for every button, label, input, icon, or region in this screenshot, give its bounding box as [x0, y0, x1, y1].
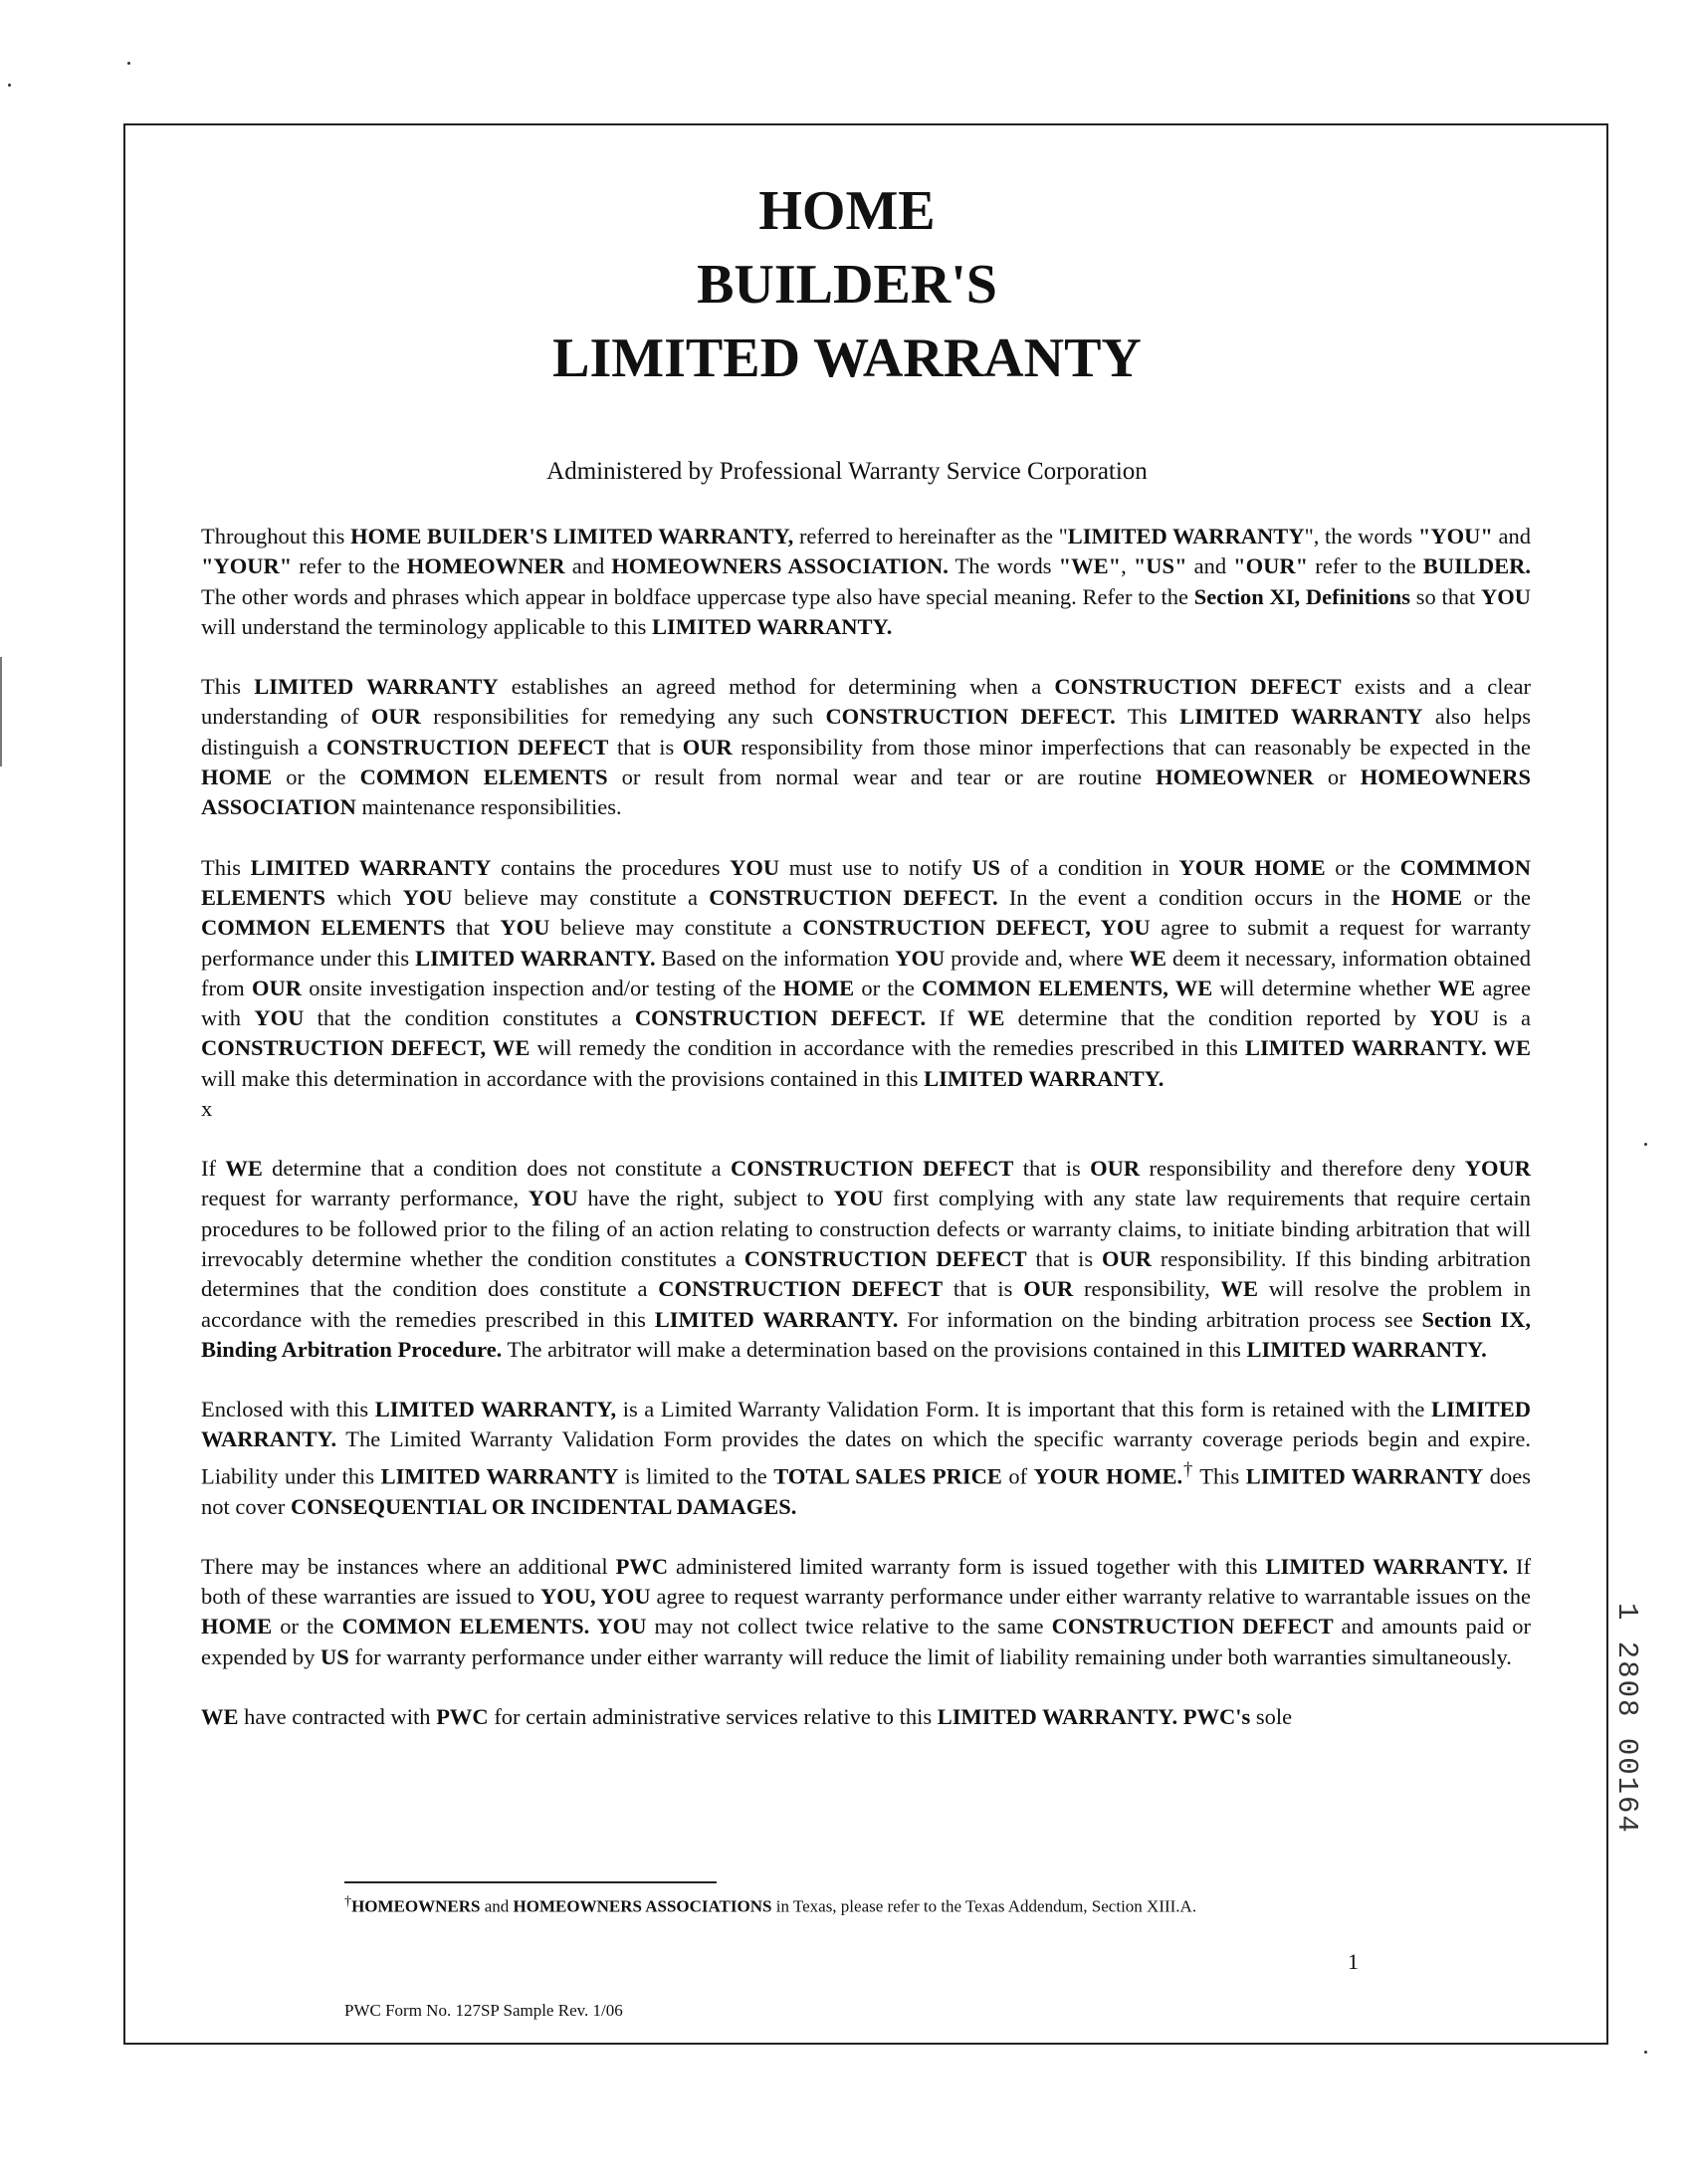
text-run: will understand the terminology applicable to this: [201, 613, 653, 639]
bold-term: YOU: [730, 854, 780, 880]
text-run: If both of these warranties are issued to: [201, 1553, 1531, 1610]
scan-edge-mark: [0, 657, 2, 766]
bold-term: CONSTRUCTION DEFECT: [325, 734, 609, 760]
footnote-reference: †: [1182, 1458, 1194, 1480]
text-run: referred to hereinafter as the ": [793, 524, 1068, 548]
bold-term: HOME BUILDER'S LIMITED WARRANTY,: [350, 524, 794, 548]
scan-speck: [1644, 2051, 1647, 2054]
bold-term: HOMEOWNER: [1156, 764, 1314, 790]
page-number: 1: [1348, 1949, 1359, 1974]
text-run: or: [1313, 764, 1361, 790]
bold-term: OUR: [251, 975, 302, 1000]
text-run: This: [1115, 704, 1180, 730]
text-run: The words: [948, 553, 1059, 579]
bold-term: LIMITED WARRANTY.: [924, 1065, 1165, 1091]
text-run: In the event a condition occurs in the: [997, 884, 1391, 910]
bold-term: YOUR HOME: [1178, 854, 1326, 880]
text-run: for certain administrative services relative to this: [488, 1704, 938, 1729]
bold-term: CONSEQUENTIAL OR INCIDENTAL DAMAGES.: [290, 1493, 797, 1519]
text-run: or the: [272, 1614, 342, 1639]
text-run: believe may constitute a: [452, 884, 710, 910]
text-run: refer to the: [292, 553, 407, 579]
text-run: provide and, where: [945, 945, 1130, 971]
text-run: If: [201, 1156, 226, 1182]
bold-term: CONSTRUCTION DEFECT.: [709, 884, 998, 910]
bold-term: WE: [1437, 975, 1476, 1000]
bold-term: CONSTRUCTION DEFECT: [731, 1156, 1014, 1182]
text-run: determine that a condition does not constitute a: [262, 1156, 731, 1182]
bold-term: YOU: [500, 915, 550, 941]
bold-term: LIMITED WARRANTY.: [201, 1397, 1531, 1452]
scan-speck: [127, 62, 130, 65]
paragraph-additional-warranty: [201, 1552, 1531, 1672]
text-run: have contracted with: [238, 1704, 437, 1729]
text-run: will resolve the problem in accordance with the remedies prescribed in this: [201, 1276, 1531, 1332]
bold-term: YOU: [1429, 1005, 1480, 1031]
form-number: PWC Form No. 127SP Sample Rev. 1/06: [344, 2001, 623, 2020]
bold-term: LIMITED WARRANTY.: [652, 613, 893, 639]
bold-term: HOME: [201, 1614, 273, 1639]
text-run: contains the procedures: [491, 854, 731, 880]
text-run: If: [926, 1005, 967, 1031]
bold-term: "YOUR": [201, 553, 293, 579]
text-run: for warranty performance under either warranty will reduce the limit of liability remaining under both warranties simultaneously.: [348, 1643, 1512, 1669]
text-run: responsibilities for remedying any such: [420, 704, 826, 730]
text-run: or the: [1325, 854, 1400, 880]
text-run: ", the words: [1304, 524, 1418, 548]
bold-term: "WE": [1058, 553, 1122, 579]
text-run: sole: [1250, 1704, 1293, 1729]
bold-term: COMMMON ELEMENTS: [201, 854, 1531, 910]
text-run: that the condition constitutes a: [304, 1005, 635, 1031]
text-run: determine that the condition reported by: [1004, 1005, 1430, 1031]
text-run: that is: [1026, 1245, 1102, 1271]
text-run: of a condition in: [1000, 854, 1179, 880]
text-run: also helps distinguish a: [201, 704, 1531, 760]
bold-term: WE: [1220, 1276, 1259, 1302]
bold-term: LIMITED WARRANTY.: [654, 1306, 899, 1332]
bold-term: LIMITED WARRANTY: [1179, 704, 1423, 730]
paragraph-purpose: [201, 672, 1531, 822]
bold-term: CONSTRUCTION DEFECT.: [825, 704, 1116, 730]
text-run: agree with: [201, 975, 1532, 1031]
document-subtitle: Administered by Professional Warranty Service Corporation: [546, 458, 1148, 485]
scan-speck: [1644, 1143, 1647, 1146]
bold-term: COMMON ELEMENTS: [359, 764, 608, 790]
text-run: that is: [608, 734, 683, 760]
text-run: will make this determination in accordance with the provisions contained in this: [201, 1065, 925, 1091]
bold-term: LIMITED WARRANTY. WE: [1244, 1035, 1531, 1061]
text-run: or result from normal wear and tear or are routine: [607, 764, 1157, 790]
bold-term: OUR: [682, 734, 733, 760]
text-run: This: [201, 854, 251, 880]
bold-term: HOME: [782, 975, 855, 1000]
bold-term: YOU: [528, 1186, 578, 1211]
scan-speck: [8, 84, 11, 87]
bold-term: CONSTRUCTION DEFECT, WE: [201, 1035, 530, 1061]
text-run: first complying with any state law requirements that require certain procedures to be followed prior to the filing of an action relating to construction defects or warranty claims, to initiate binding arbitration that will irrevocably determine whether the condition constitutes a: [201, 1186, 1531, 1271]
text-run: This: [201, 674, 255, 700]
footnote: [344, 1889, 1360, 1919]
text-run: does not cover: [201, 1463, 1531, 1519]
paragraph-procedures: [201, 853, 1531, 1094]
text-run: There may be instances where an additional: [201, 1553, 616, 1579]
bold-term: OUR: [1023, 1276, 1074, 1302]
bold-term: "OUR": [1233, 553, 1309, 579]
bold-term: PWC's: [1182, 1704, 1251, 1729]
text-run: refer to the: [1308, 553, 1423, 579]
bold-term: "US": [1133, 553, 1187, 579]
text-run: ,: [1121, 553, 1134, 579]
text-run: is a: [1479, 1005, 1531, 1031]
bold-term: CONSTRUCTION DEFECT: [743, 1245, 1027, 1271]
bold-term: TOTAL SALES PRICE: [773, 1463, 1002, 1489]
text-run: This: [1193, 1463, 1246, 1489]
text-run: must use to notify: [779, 854, 972, 880]
text-run: that is: [943, 1276, 1024, 1302]
bold-term: HOMEOWNERS ASSOCIATION: [201, 764, 1531, 820]
bold-term: Section IX, Binding Arbitration Procedure.: [201, 1306, 1531, 1362]
bold-term: YOUR: [1464, 1156, 1531, 1182]
bold-term: LIMITED WARRANTY,: [374, 1397, 617, 1422]
bold-term: LIMITED WARRANTY.: [1246, 1336, 1487, 1362]
text-run: or the: [1462, 884, 1531, 910]
bates-stamp: 1 2808 00164: [1610, 1603, 1643, 1835]
text-run: is a Limited Warranty Validation Form. It is important that this form is retained with the: [616, 1397, 1431, 1422]
text-run: that is: [1013, 1156, 1091, 1182]
text-run: onsite investigation inspection and/or testing of the: [301, 975, 783, 1000]
text-run: will remedy the condition in accordance with the remedies prescribed in this: [529, 1035, 1245, 1061]
text-run: believe may constitute a: [549, 915, 803, 941]
bold-term: HOMEOWNERS ASSOCIATION.: [611, 553, 949, 579]
text-run: agree to submit a request for warranty performance under this: [201, 915, 1532, 971]
footnote-text-2: in Texas, please refer to the Texas Addendum, Section XIII.A.: [771, 1896, 1197, 1916]
bold-term: WE: [966, 1005, 1005, 1031]
bold-term: WE: [225, 1156, 263, 1182]
bold-term: YOU: [402, 884, 453, 910]
footnote-text-1: and: [480, 1896, 514, 1916]
title-line-2: BUILDER'S: [697, 254, 997, 316]
bold-term: LIMITED WARRANTY: [380, 1463, 619, 1489]
bold-term: YOUR HOME.: [1033, 1463, 1183, 1489]
bold-term: CONSTRUCTION DEFECT: [658, 1276, 944, 1302]
bold-term: "YOU": [1417, 524, 1493, 548]
bold-term: LIMITED WARRANTY.: [1265, 1553, 1509, 1579]
footnote-divider: [344, 1881, 717, 1883]
bold-term: OUR: [1090, 1156, 1141, 1182]
footnote-bold-1: HOMEOWNERS: [351, 1896, 481, 1916]
paragraph-definitions: [201, 522, 1531, 642]
paragraph-pwc-services: [201, 1702, 1531, 1732]
bold-term: COMMON ELEMENTS, WE: [922, 975, 1213, 1000]
text-run: Enclosed with this: [201, 1397, 375, 1422]
text-run: and: [564, 553, 612, 579]
text-run: that: [445, 915, 501, 941]
paragraph-arbitration: [201, 1154, 1531, 1365]
document-body: [201, 522, 1531, 1762]
stray-mark: x: [201, 1096, 213, 1122]
text-run: and: [1492, 524, 1531, 548]
paragraph-validation-form: [201, 1395, 1531, 1522]
bold-term: US: [319, 1643, 349, 1669]
text-run: deem it necessary, information obtained from: [201, 945, 1531, 1000]
bold-term: HOME: [201, 764, 273, 790]
text-run: or the: [854, 975, 923, 1000]
bold-term: YOU: [1481, 583, 1531, 609]
footnote-bold-2: HOMEOWNERS ASSOCIATIONS: [513, 1896, 772, 1916]
text-run: responsibility. If this binding arbitration determines that the condition does constitute a: [201, 1245, 1531, 1302]
text-run: agree to request warranty performance under either warranty relative to warrantable issues on the: [650, 1584, 1531, 1610]
text-run: responsibility and therefore deny: [1140, 1156, 1465, 1182]
text-run: The Limited Warranty Validation Form provides the dates on which the specific warranty coverage periods begin and expire. Liability under this: [201, 1426, 1531, 1489]
bold-term: COMMON ELEMENTS: [201, 915, 446, 941]
bold-term: PWC: [436, 1704, 489, 1729]
text-run: establishes an agreed method for determining when a: [498, 674, 1055, 700]
text-run: so that: [1409, 583, 1481, 609]
text-run: Throughout this: [201, 524, 351, 548]
bold-term: WE: [1129, 945, 1167, 971]
bold-term: CONSTRUCTION DEFECT.: [634, 1005, 927, 1031]
bold-term: LIMITED WARRANTY.: [415, 945, 656, 971]
text-run: and amounts paid or expended by: [201, 1614, 1531, 1669]
bold-term: US: [971, 854, 1001, 880]
bold-term: CONSTRUCTION DEFECT: [1054, 674, 1342, 700]
bold-term: YOU: [254, 1005, 305, 1031]
bold-term: HOME: [1390, 884, 1463, 910]
text-run: have the right, subject to: [577, 1186, 834, 1211]
bold-term: LIMITED WARRANTY: [1067, 524, 1305, 548]
text-run: For information on the binding arbitration process see: [898, 1306, 1422, 1332]
bold-term: YOU, YOU: [540, 1584, 651, 1610]
bold-term: PWC: [615, 1553, 669, 1579]
text-run: responsibility from those minor imperfections that can reasonably be expected in the: [732, 734, 1531, 760]
text-run: Based on the information: [655, 945, 896, 971]
bold-term: HOMEOWNER: [406, 553, 565, 579]
text-run: maintenance responsibilities.: [355, 794, 622, 820]
document-title: [0, 174, 1694, 395]
text-run: The arbitrator will make a determination based on the provisions contained in this: [502, 1336, 1247, 1362]
bold-term: COMMON ELEMENTS. YOU: [341, 1614, 647, 1639]
bold-term: YOU: [833, 1186, 884, 1211]
bold-term: LIMITED WARRANTY: [1245, 1463, 1484, 1489]
bold-term: LIMITED WARRANTY.: [937, 1704, 1178, 1729]
title-line-3: LIMITED WARRANTY: [552, 328, 1142, 389]
footnote-marker: †: [344, 1893, 352, 1909]
text-run: and: [1186, 553, 1234, 579]
text-run: administered limited warranty form is issued together with this: [668, 1553, 1266, 1579]
bold-term: YOU: [895, 945, 946, 971]
text-run: may not collect twice relative to the same: [646, 1614, 1052, 1639]
text-run: will determine whether: [1212, 975, 1438, 1000]
text-run: which: [325, 884, 403, 910]
text-run: responsibility,: [1073, 1276, 1221, 1302]
text-run: of: [1001, 1463, 1034, 1489]
text-run: request for warranty performance,: [201, 1186, 529, 1211]
bold-term: CONSTRUCTION DEFECT, YOU: [802, 915, 1151, 941]
bold-term: CONSTRUCTION DEFECT: [1051, 1614, 1334, 1639]
bold-term: WE: [201, 1704, 239, 1729]
bold-term: OUR: [1102, 1245, 1152, 1271]
text-run: is limited to the: [618, 1463, 774, 1489]
bold-term: Section XI, Definitions: [1193, 583, 1410, 609]
bold-term: OUR: [370, 704, 421, 730]
text-run: exists and a clear understanding of: [201, 674, 1531, 730]
bold-term: LIMITED WARRANTY: [250, 854, 492, 880]
title-line-1: HOME: [758, 180, 936, 242]
bold-term: BUILDER.: [1422, 553, 1531, 579]
bold-term: LIMITED WARRANTY: [254, 674, 499, 700]
text-run: The other words and phrases which appear in boldface uppercase type also have special meaning. Refer to the: [201, 583, 1194, 609]
text-run: or the: [272, 764, 360, 790]
